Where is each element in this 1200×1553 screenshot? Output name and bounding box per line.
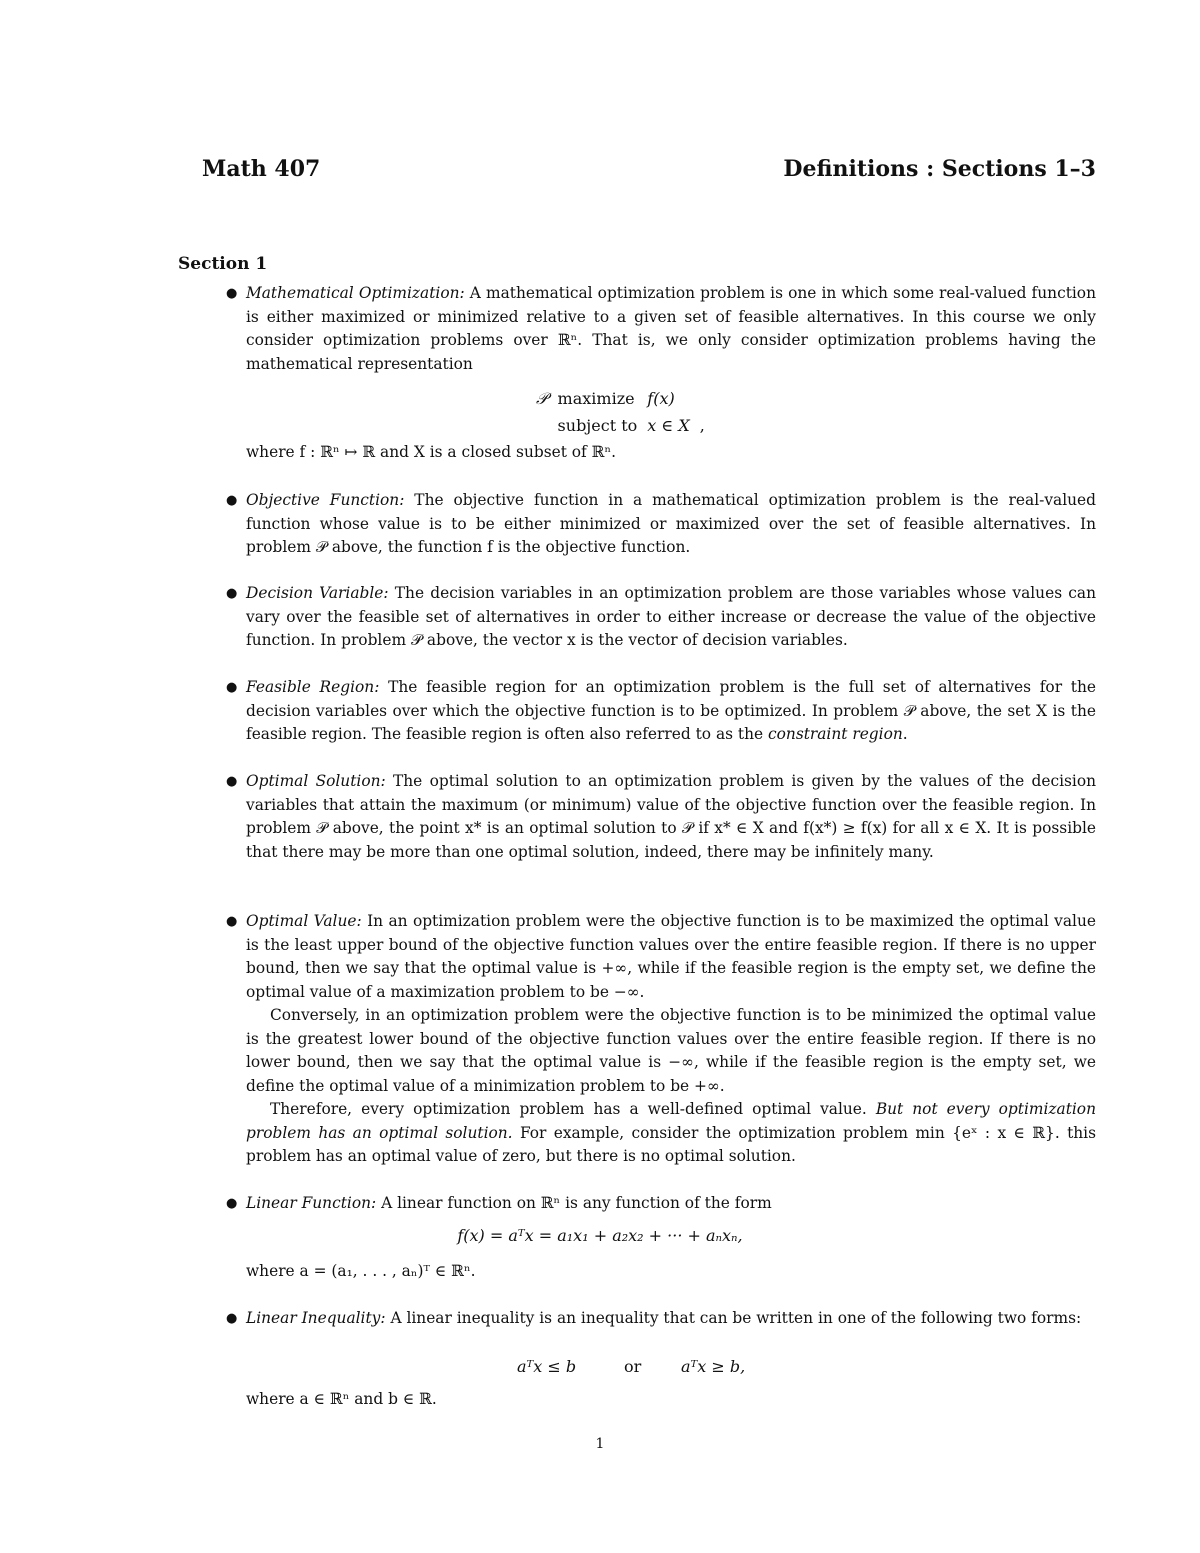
definition-text: A linear function on ℝⁿ is any function of the form <box>376 1194 772 1212</box>
definition-linear-function <box>246 1192 1096 1216</box>
paragraph-emphasis: But not every optimization problem has an optimal solution. <box>246 1100 1096 1142</box>
bullet-icon: ● <box>226 493 238 508</box>
paragraph-text: Therefore, every optimization problem has a well-defined optimal value. <box>270 1100 876 1118</box>
definition-text: The feasible region for an optimization problem is the full set of alternatives for the decision variables over which the objective function is to be optimized. In problem 𝒫 above, the set X is the feasible region. The feasible region is often also referred to as the <box>246 678 1096 743</box>
bullet-icon: ● <box>226 680 238 695</box>
definition-text: A mathematical optimization problem is one in which some real-valued function is either maximized or minimized relative to a given set of feasible alternatives. In this course we only consider optimization problems over ℝⁿ. That is, we only consider optimization problems having the mathematical representation <box>246 284 1096 373</box>
course-title: Math 407 <box>202 156 321 182</box>
linear-function-equation: f(x) = aᵀx = a₁x₁ + a₂x₂ + ··· + aₙxₙ, <box>457 1226 743 1245</box>
bullet-icon: ● <box>226 774 238 789</box>
definition-text: A linear inequality is an inequality that can be written in one of the following two forms: <box>385 1309 1082 1327</box>
optimization-problem-display <box>534 384 715 440</box>
inequality-left <box>517 1357 576 1376</box>
section-heading: Section 1 <box>178 254 268 274</box>
inequality-right-expression: aᵀx ≥ b, <box>681 1357 746 1376</box>
inequality-or: or <box>624 1357 642 1376</box>
definition-emphasis: constraint region <box>768 725 903 743</box>
subject-to-label: subject to <box>557 416 638 435</box>
bullet-icon: ● <box>226 914 238 929</box>
definition-optimal-value <box>246 910 1096 1169</box>
bullet-icon: ● <box>226 586 238 601</box>
definition-text: The decision variables in an optimization problem are those variables whose values can vary over the feasible set of alternatives in order to either increase or decrease the value of the objective function. In problem 𝒫 above, the vector x is the vector of decision variables. <box>246 584 1096 649</box>
definition-end: . <box>902 725 908 743</box>
definition-term: Objective Function: <box>246 491 405 509</box>
definition-text: The optimal solution to an optimization problem is given by the values of the decision variables that attain the maximum (or minimum) value of the objective function over the feasible region. In problem 𝒫 above, the point x* is an optimal solution to 𝒫 if x* ∈ X and f(x*) ≥ f(x) for all x ∈ X. It is possible that there may be more than one optimal solution, indeed, there may be infinitely many. <box>246 772 1096 861</box>
definition-term: Mathematical Optimization: <box>246 284 465 302</box>
definition-decision-variable <box>246 582 1096 653</box>
paragraph-text: For example, consider the optimization problem min {eˣ : x ∈ ℝ}. this problem has an optimal value of zero, but there is no optimal solution. <box>246 1123 1096 1165</box>
definition-text: The objective function in a mathematical optimization problem is the real-valued function whose value is to be either minimized or maximized over the set of feasible alternatives. In problem 𝒫 above, the function f is the objective function. <box>246 491 1096 556</box>
problem-symbol: 𝒫 <box>536 389 548 408</box>
definition-optimal-solution <box>246 770 1096 864</box>
definition-term: Linear Function: <box>246 1194 377 1212</box>
bullet-icon: ● <box>226 1311 238 1326</box>
bullet-icon: ● <box>226 1196 238 1211</box>
objective-expression: f(x) <box>647 389 675 408</box>
definition-math-optimization <box>246 282 1096 376</box>
definition-term: Feasible Region: <box>246 678 380 696</box>
definition-paragraph <box>246 1098 1096 1169</box>
definition-feasible-region <box>246 676 1096 747</box>
definition-text: In an optimization problem were the objective function is to be maximized the optimal value is the least upper bound of the objective function values over the entire feasible region. If there is no upper bound, then we say that the optimal value is +∞, while if the feasible region is the empty set, we define the optimal value of a maximization problem to be −∞. <box>246 912 1096 1001</box>
definition-term: Linear Inequality: <box>246 1309 386 1327</box>
bullet-icon: ● <box>226 286 238 301</box>
definition-term: Decision Variable: <box>246 584 389 602</box>
constraint-expression: x ∈ X <box>647 416 690 435</box>
definition-linear-function-after: where a = (a₁, . . . , aₙ)ᵀ ∈ ℝⁿ. <box>246 1262 476 1280</box>
maximize-label: maximize <box>557 389 635 408</box>
definition-linear-inequality-after: where a ∈ ℝⁿ and b ∈ ℝ. <box>246 1390 437 1408</box>
definition-math-optimization-after: where f : ℝⁿ ↦ ℝ and X is a closed subset of ℝⁿ. <box>246 443 616 461</box>
definition-term: Optimal Solution: <box>246 772 386 790</box>
definition-linear-inequality <box>246 1307 1096 1331</box>
display-comma: , <box>699 416 705 435</box>
page-number: 1 <box>595 1436 605 1452</box>
inequality-right <box>681 1357 745 1376</box>
definition-objective-function <box>246 489 1096 560</box>
definition-paragraph: Conversely, in an optimization problem were the objective function is to be minimized the optimal value is the greatest lower bound of the objective function values over the entire feasible region. If there is no lower bound, then we say that the optimal value is −∞, while if the feasible region is the empty set, we define the optimal value of a minimization problem to be +∞. <box>246 1006 1096 1095</box>
document-title: Definitions : Sections 1–3 <box>783 156 1096 182</box>
definition-term: Optimal Value: <box>246 912 362 930</box>
inequality-left-expression: aᵀx ≤ b <box>517 1357 577 1376</box>
